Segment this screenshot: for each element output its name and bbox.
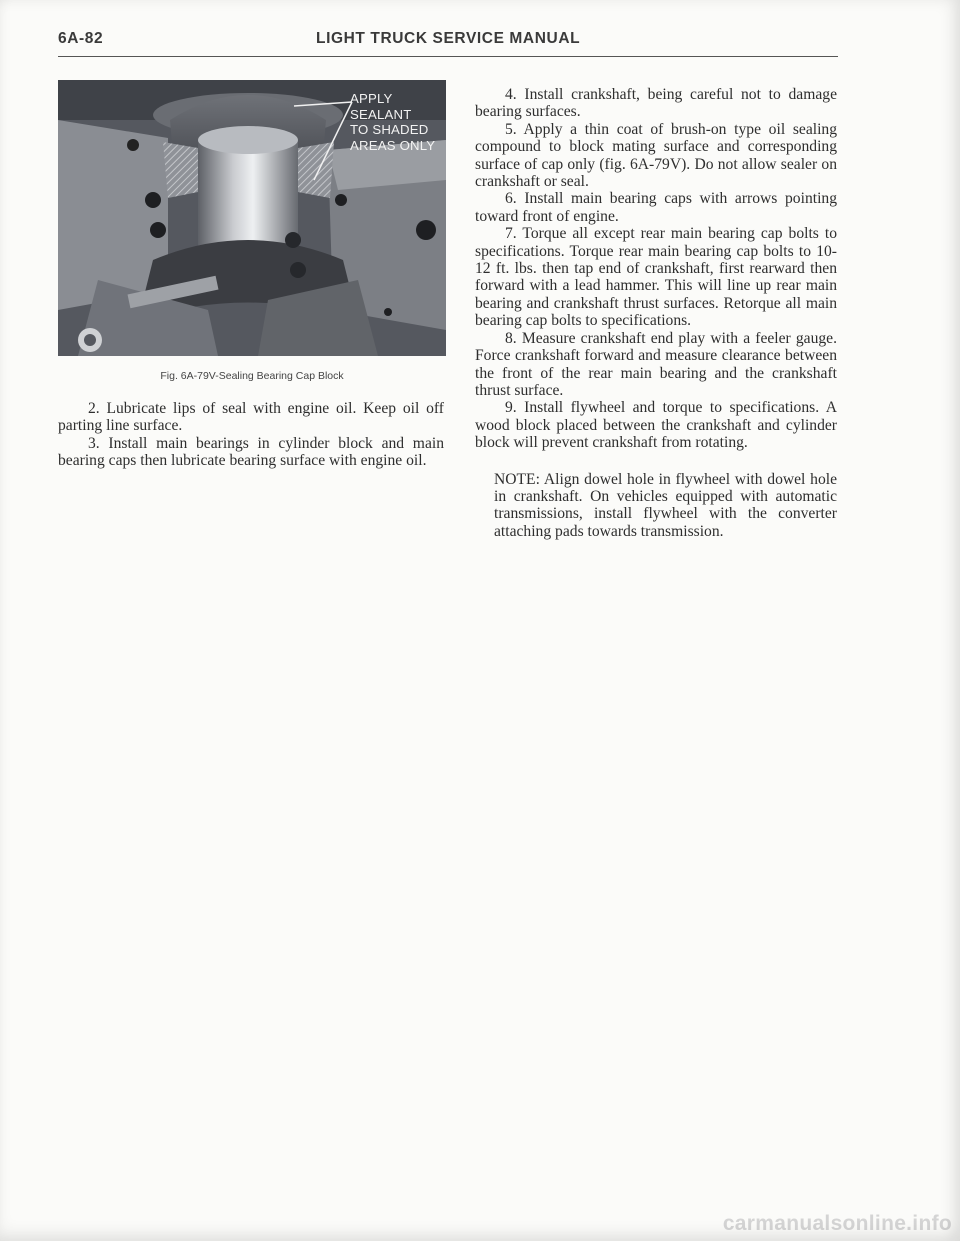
callout-line: APPLY: [350, 91, 393, 106]
step-paragraph: 7. Torque all except rear main bearing cap bolts to specifications. Torque rear main bearing cap bolts to 10-12 ft. lbs. then tap end of crankshaft, first rearward then forward with a lead hammer. This will line up rear main bearing and crankshaft thrust surfaces. Retorque all main bearing cap bolts to specifications.: [475, 225, 837, 330]
step-paragraph: 8. Measure crankshaft end play with a feeler gauge. Force crankshaft forward and measure clearance between the front of the rear main bearing and the crankshaft thrust surface.: [475, 329, 837, 399]
note-block: [494, 471, 837, 541]
step-paragraph: 3. Install main bearings in cylinder block and main bearing caps then lubricate bearing surface with engine oil.: [58, 434, 444, 470]
callout-line: AREAS ONLY: [350, 137, 436, 153]
watermark: carmanualsonline.info: [722, 1212, 952, 1235]
note-text: Align dowel hole in flywheel with dowel hole in crankshaft. On vehicles equipped with automatic transmissions, install flywheel with the converter attaching pads towards transmission.: [494, 470, 837, 540]
callout-line: SEALANT: [350, 106, 412, 122]
figure-caption: Fig. 6A-79V-Sealing Bearing Cap Block: [160, 370, 344, 382]
sealant-callout: [350, 91, 435, 153]
right-column: [475, 86, 837, 540]
step-paragraph: 2. Lubricate lips of seal with engine oil. Keep oil off parting line surface.: [58, 400, 444, 435]
left-column: [58, 400, 444, 470]
step-paragraph: 6. Install main bearing caps with arrows pointing toward front of engine.: [475, 190, 837, 225]
note-label: NOTE:: [494, 470, 540, 488]
callout-line: TO SHADED: [350, 122, 429, 137]
page-header: [58, 30, 838, 54]
manual-title: LIGHT TRUCK SERVICE MANUAL: [316, 30, 581, 47]
step-paragraph: 4. Install crankshaft, being careful not to damage bearing surfaces.: [475, 86, 837, 121]
step-paragraph: 9. Install flywheel and torque to specifications. A wood block placed between the crankshaft and cylinder block will prevent crankshaft from rotating.: [475, 399, 837, 452]
header-rule: [58, 56, 838, 57]
figure-sealing-bearing-cap: [58, 80, 446, 356]
step-paragraph: 5. Apply a thin coat of brush-on type oil sealing compound to block mating surface and corresponding surface of cap only (fig. 6A-79V). Do not allow sealer on crankshaft or seal.: [475, 120, 837, 191]
page-number: 6A-82: [58, 30, 104, 47]
